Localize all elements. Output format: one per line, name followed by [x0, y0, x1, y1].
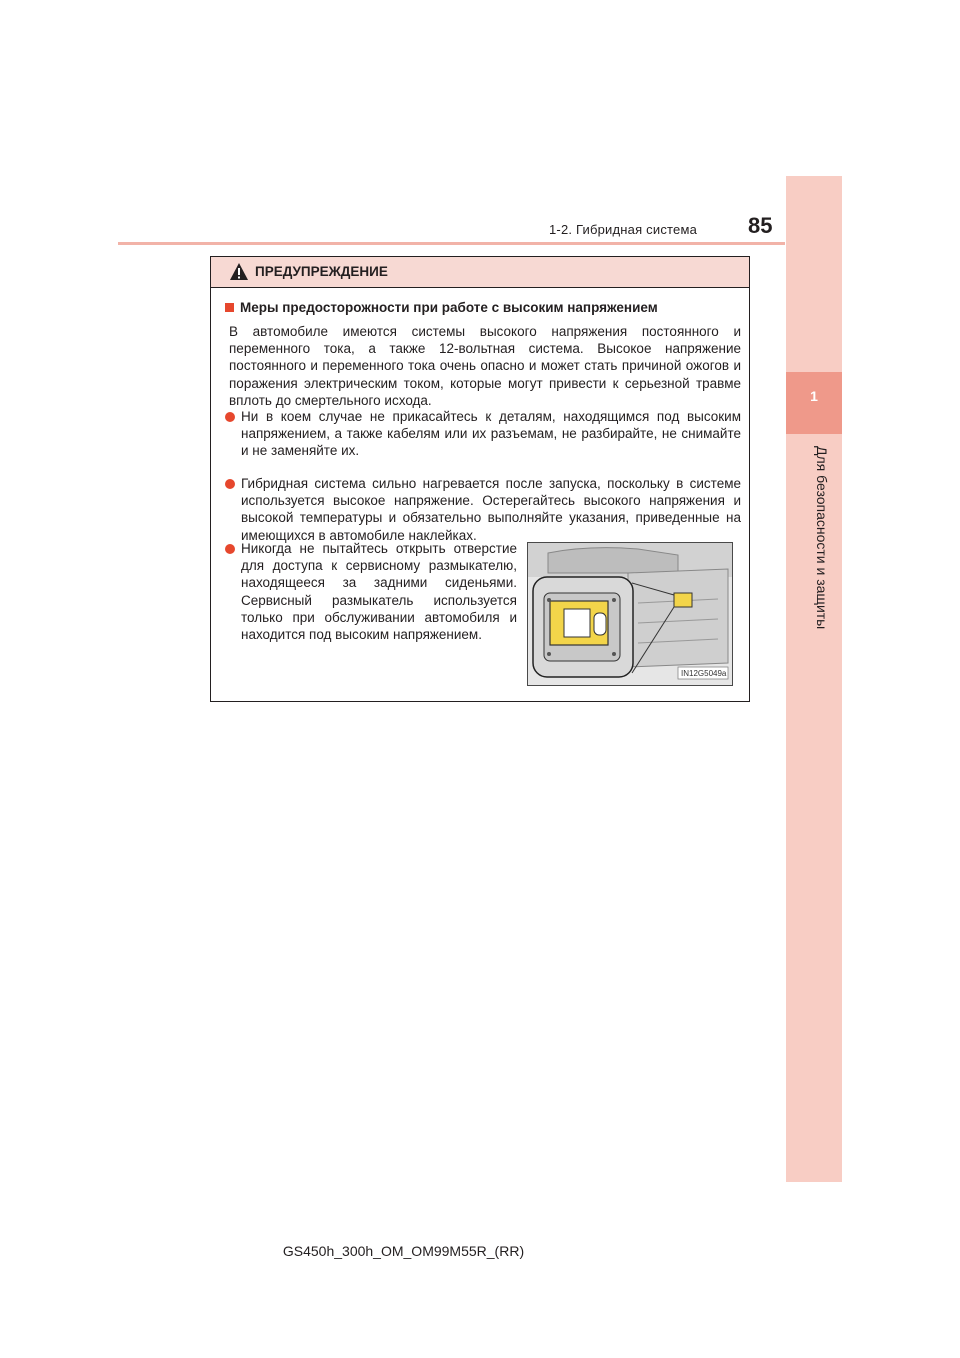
bullet-text: Гибридная система сильно нагревается после запуска, поскольку в системе используется высокое напряжение. Остерегайтесь высокого напряжения и высокой температуры и обязательно выполняйте указания, приведенные на имеющихся в автомобиле наклейках.: [241, 476, 741, 543]
warning-header: [211, 257, 749, 288]
bullet-dot-icon: [225, 412, 235, 422]
warning-triangle-icon: [229, 262, 249, 281]
square-bullet-icon: [225, 303, 234, 312]
chapter-side-tab: [786, 176, 842, 1182]
bullet-item: [225, 540, 517, 643]
bullet-dot-icon: [225, 479, 235, 489]
service-plug-drawing: [528, 543, 732, 685]
page-number: 85: [748, 213, 773, 238]
service-plug-illustration: [527, 542, 733, 686]
footer-manual-code: [0, 1243, 960, 1259]
warning-box: [210, 256, 750, 702]
section-title: 1-2. Гибридная система: [549, 222, 698, 237]
warning-subheading-text: Меры предосторожности при работе с высоким напряжением: [240, 300, 658, 315]
bullet-item: [225, 408, 741, 460]
warning-subheading: [225, 300, 658, 315]
chapter-title: Для безопасности и защиты: [814, 446, 830, 630]
warning-title: ПРЕДУПРЕЖДЕНИЕ: [255, 264, 388, 279]
manual-code-text: GS450h_300h_OM_OM99M55R_(RR): [282, 1243, 525, 1259]
bullet-item: [225, 475, 741, 544]
bullet-dot-icon: [225, 544, 235, 554]
warning-intro: В автомобиле имеются системы высокого напряжения постоянного и переменного тока, а также 12-вольтная система. Высокое напряжение постоянного и переменного тока очень опасно и может стать причиной ожогов и поражения электрическим током, которые могут привести к серьезной травме вплоть до смертельного исхода.: [229, 324, 741, 408]
bullet-text: Ни в коем случае не прикасайтесь к деталям, находящимся под высоким напряжением, а также кабелям или их разъемам, не разбирайте, не снимайте и не заменяйте их.: [241, 409, 741, 459]
chapter-number: 1: [810, 388, 818, 404]
figure-code: IN12G5049a: [681, 669, 727, 678]
bullet-text: Никогда не пытайтесь открыть отверстие для доступа к сервисному размыкателю, находящееся за задними сиденьями. Сервисный размыкатель используется только при обслуживании автомобиля и находится под высоким напряжением.: [241, 541, 517, 643]
header-divider: [118, 242, 785, 245]
